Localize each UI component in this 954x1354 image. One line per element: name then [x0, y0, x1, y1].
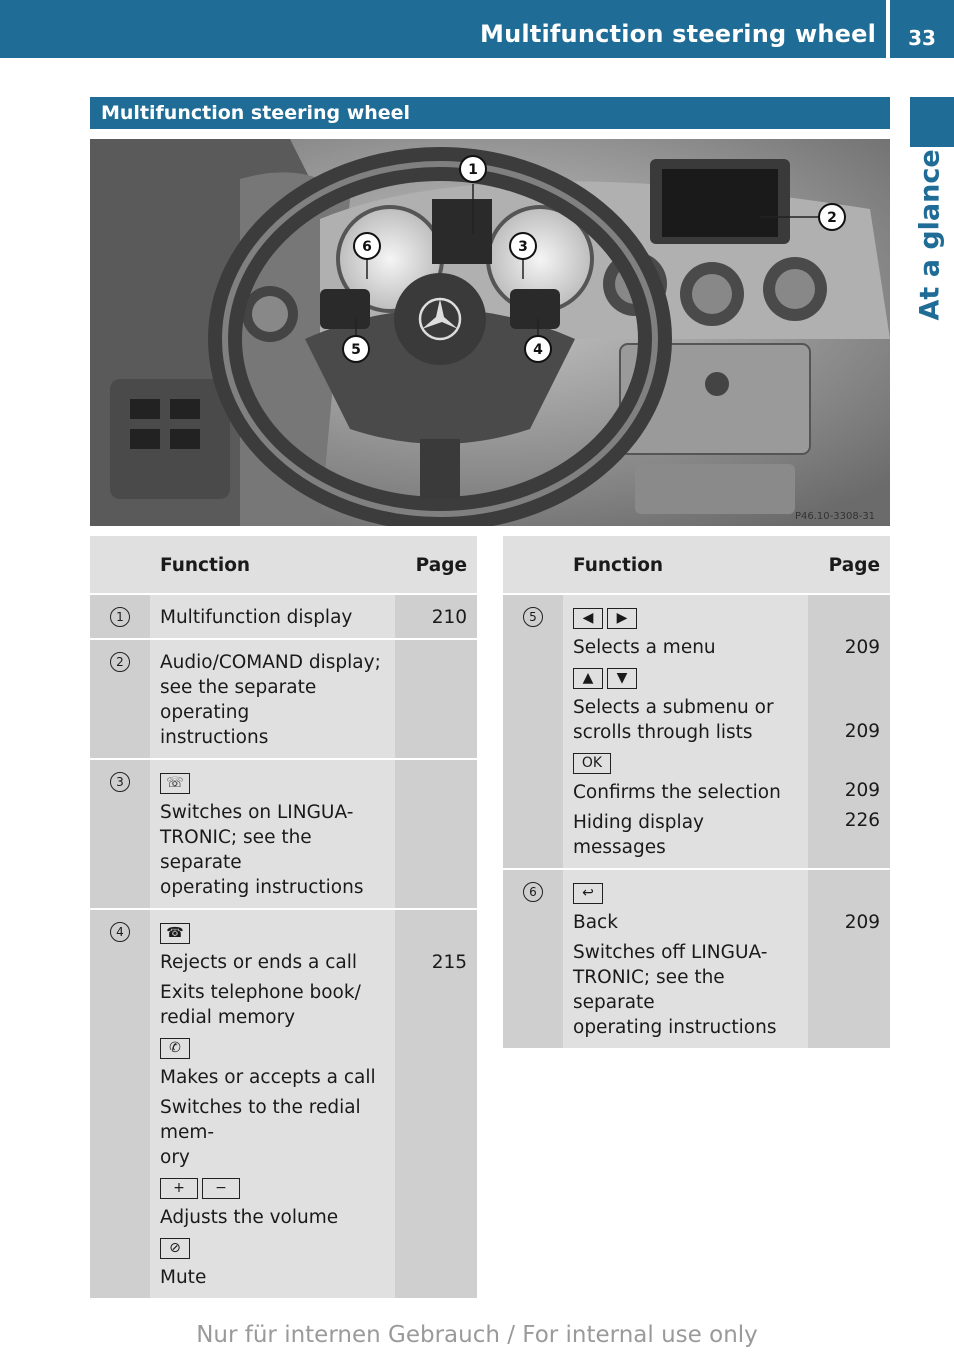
table-row [90, 594, 477, 639]
function-text: Switches on LINGUA- [160, 802, 354, 823]
page-number: 33 [908, 26, 936, 50]
item-number: 6 [523, 882, 543, 902]
function-text: operating instructions [160, 877, 364, 898]
function-text: Switches off LINGUA- [573, 942, 768, 963]
page-header-bar [0, 0, 954, 58]
function-text: Selects a menu [573, 637, 716, 658]
function-text: redial memory [160, 1007, 296, 1028]
callout-1-label: 1 [468, 162, 478, 178]
right-arrow-icon: ▶ [607, 608, 637, 629]
callout-4-label: 4 [533, 342, 543, 358]
table-row [90, 639, 477, 759]
left-arrow-icon: ◀ [573, 608, 603, 629]
function-text: Rejects or ends a call [160, 952, 358, 973]
page-header: Page [808, 536, 890, 594]
callout-2-label: 2 [827, 210, 837, 226]
item-number: 3 [110, 772, 130, 792]
num-header [90, 536, 150, 594]
function-text: Makes or accepts a call [160, 1067, 376, 1088]
volume-up-icon: + [160, 1178, 198, 1199]
item-number: 2 [110, 652, 130, 672]
page-ref: 209 [844, 912, 880, 933]
left-function-table [90, 536, 477, 1298]
table-row [90, 759, 477, 909]
function-text: Hiding display messages [573, 812, 704, 858]
cockpit-photo [90, 139, 890, 526]
function-text: TRONIC; see the separate [573, 967, 725, 1013]
item-number: 1 [110, 607, 130, 627]
function-text: Adjusts the volume [160, 1207, 339, 1228]
function-text: see the separate operating [160, 677, 317, 723]
callout-5-label: 5 [351, 342, 361, 358]
volume-down-icon: − [202, 1178, 240, 1199]
function-text: Switches to the redial mem- [160, 1097, 361, 1143]
page-header: Page [395, 536, 477, 594]
function-text: Multifunction display [160, 607, 353, 628]
mute-icon: ⊘ [160, 1238, 190, 1259]
function-header: Function [563, 536, 808, 594]
function-text: Mute [160, 1267, 207, 1288]
function-text: Back [573, 912, 618, 933]
ok-key-icon: OK [573, 753, 611, 774]
function-text: instructions [160, 727, 269, 748]
end-call-icon: ☎ [160, 923, 190, 944]
item-number: 4 [110, 922, 130, 942]
down-arrow-icon: ▼ [607, 668, 637, 689]
page-ref: 209 [844, 637, 880, 658]
side-tab [905, 150, 945, 320]
accept-call-icon: ✆ [160, 1038, 190, 1059]
page-ref: 226 [844, 810, 880, 831]
page-ref: 215 [431, 952, 467, 973]
table-row [90, 909, 477, 1298]
function-text: scrolls through lists [573, 722, 753, 743]
table-row [503, 594, 890, 869]
side-tab-label: At a glance [914, 149, 946, 321]
callout-6-label: 6 [362, 239, 372, 255]
page-ref: 209 [844, 780, 880, 801]
function-text: ory [160, 1147, 190, 1168]
back-icon: ↩ [573, 883, 603, 904]
page-ref: 210 [431, 607, 467, 628]
side-tab-marker [910, 97, 954, 147]
footer-watermark: Nur für internen Gebrauch / For internal use only [196, 1322, 758, 1348]
function-text: TRONIC; see the separate [160, 827, 312, 873]
section-title: Multifunction steering wheel [90, 97, 890, 129]
function-text: Exits telephone book/ [160, 982, 361, 1003]
function-header: Function [150, 536, 395, 594]
page-ref: 209 [844, 721, 880, 742]
header-divider [886, 0, 890, 58]
callout-3-label: 3 [518, 239, 528, 255]
cockpit-illustration [90, 139, 890, 526]
function-text: Audio/COMAND display; [160, 652, 381, 673]
voice-control-icon: ☏ [160, 773, 190, 794]
function-text: operating instructions [573, 1017, 777, 1038]
table-row [503, 869, 890, 1048]
function-text: Confirms the selection [573, 782, 781, 803]
item-number: 5 [523, 607, 543, 627]
page-header-title: Multifunction steering wheel [480, 20, 876, 48]
right-function-table [503, 536, 890, 1048]
figure-code: P46.10-3308-31 [795, 511, 876, 522]
up-arrow-icon: ▲ [573, 668, 603, 689]
function-text: Selects a submenu or [573, 697, 774, 718]
num-header [503, 536, 563, 594]
